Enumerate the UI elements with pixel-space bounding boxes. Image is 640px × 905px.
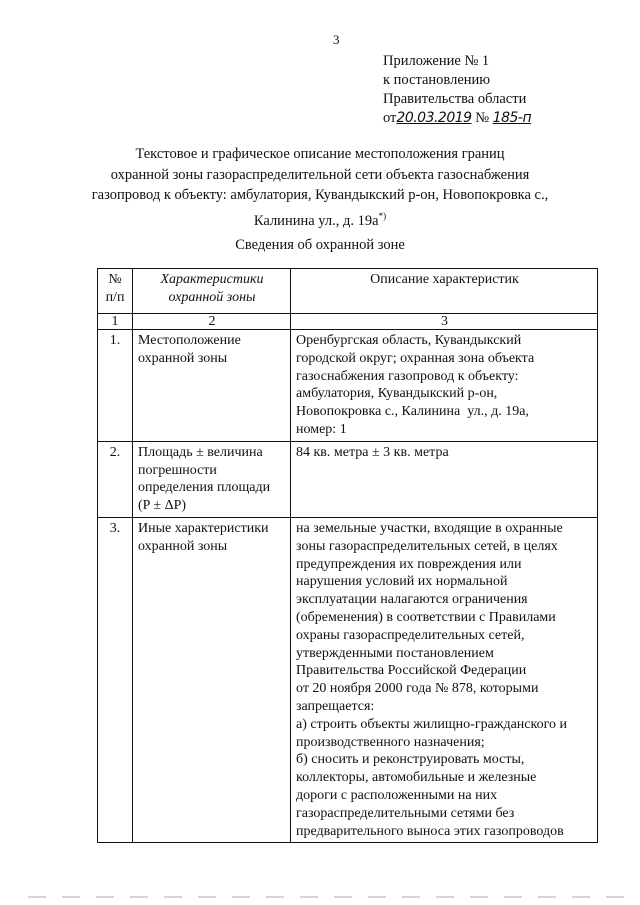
description-line: 84 кв. метра ± 3 кв. метра xyxy=(296,444,449,460)
description-line: производственного назначения; xyxy=(296,734,485,750)
description-line: Новопокровка с., Калинина ул., д. 19а, xyxy=(296,404,529,420)
index-cell: 3 xyxy=(291,314,598,330)
scan-footer-artifact xyxy=(28,896,628,898)
description-line: Оренбургская область, Кувандыкский xyxy=(296,333,522,348)
header-characteristics-line2: охранной зоны xyxy=(168,289,256,305)
description-line: эксплуатации налагаются ограничения xyxy=(296,592,528,608)
description-line: предупреждения их повреждения или xyxy=(296,556,522,572)
description-line: газораспределительными сетями без xyxy=(296,805,515,821)
characteristic-line: определения площади xyxy=(138,480,271,496)
characteristic-line: Иные характеристики xyxy=(138,520,269,536)
protection-zone-table xyxy=(97,268,598,843)
description-line: охраны газораспределительных сетей, xyxy=(296,627,525,643)
table-row xyxy=(98,517,598,842)
description-line: нарушения условий их нормальной xyxy=(296,574,508,590)
row-description xyxy=(291,330,598,442)
row-number: 3. xyxy=(98,517,133,842)
header-description: Описание характеристик xyxy=(291,269,598,314)
handwritten-date: 20.03.2019 xyxy=(396,110,472,126)
section-heading: Сведения об охранной зоне xyxy=(235,237,405,253)
table-index-row xyxy=(98,314,598,330)
description-line: газоснабжения газопровод к объекту: xyxy=(296,368,519,384)
row-characteristic xyxy=(133,330,291,442)
characteristic-line: (P ± ΔP) xyxy=(138,498,187,514)
title-line-1: Текстовое и графическое описание местоположения границ xyxy=(135,146,505,162)
row-characteristic xyxy=(133,441,291,517)
row-characteristic xyxy=(133,517,291,842)
characteristic-line: охранной зоны xyxy=(138,538,228,554)
description-line: предварительного выноса этих газопроводов xyxy=(296,823,564,839)
header-characteristics xyxy=(133,269,291,314)
description-line: запрещается: xyxy=(296,698,375,714)
description-line: (обременения) в соответствии с Правилами xyxy=(296,609,556,625)
page-number: 3 xyxy=(333,32,340,47)
description-line: а) строить объекты жилищно-гражданского и xyxy=(296,716,567,732)
date-prefix: от xyxy=(383,110,397,126)
description-line: зоны газораспределительных сетей, в целях xyxy=(296,538,558,554)
title-line-4 xyxy=(110,206,530,231)
description-line: номер: 1 xyxy=(296,421,347,437)
appendix-block xyxy=(383,52,531,128)
handwritten-number: 185-п xyxy=(492,110,532,126)
appendix-reference: к постановлению xyxy=(383,72,491,88)
description-line: б) сносить и реконструировать мосты, xyxy=(296,752,525,768)
appendix-date-number xyxy=(383,109,531,128)
characteristic-line: охранной зоны xyxy=(138,350,228,366)
appendix-authority: Правительства области xyxy=(383,91,527,107)
title-line-3: газопровод к объекту: амбулатория, Кувандыкский р-он, Новопокровка с., xyxy=(91,187,549,203)
description-line: дороги с расположенными на них xyxy=(296,787,498,803)
description-line: Правительства Российской Федерации xyxy=(296,663,527,679)
description-line: от 20 ноября 2000 года № 878, которыми xyxy=(296,681,539,697)
number-prefix: № xyxy=(475,110,490,126)
characteristic-line: Площадь ± величина xyxy=(138,444,263,460)
header-number xyxy=(98,269,133,314)
header-characteristics-line1: Характеристики xyxy=(160,272,264,287)
header-number-sign: № xyxy=(108,272,122,287)
header-number-abbr: п/п xyxy=(105,289,125,305)
description-line: на земельные участки, входящие в охранные xyxy=(296,520,563,536)
row-number: 2. xyxy=(98,441,133,517)
title-address-end: Калинина ул., д. 19а xyxy=(253,212,379,229)
footnote-mark: *) xyxy=(378,210,387,221)
index-cell: 1 xyxy=(98,314,133,330)
description-line: коллекторы, автомобильные и железные xyxy=(296,770,537,786)
index-cell: 2 xyxy=(133,314,291,330)
table-header-row xyxy=(98,269,598,314)
row-description xyxy=(291,441,598,517)
title-line-2: охранной зоны газораспределительной сети объекта газоснабжения xyxy=(110,166,530,183)
description-line: городской округ; охранная зона объекта xyxy=(296,350,535,366)
appendix-title: Приложение № 1 xyxy=(383,53,490,69)
description-line: утвержденными постановлением xyxy=(296,645,494,661)
characteristic-line: Местоположение xyxy=(138,333,241,348)
table-row xyxy=(98,330,598,442)
characteristic-line: погрешности xyxy=(138,462,217,478)
row-number: 1. xyxy=(98,330,133,442)
document-title xyxy=(91,144,549,231)
description-line: амбулатория, Кувандыкский р-он, xyxy=(296,386,498,402)
row-description xyxy=(291,517,598,842)
table-row xyxy=(98,441,598,517)
